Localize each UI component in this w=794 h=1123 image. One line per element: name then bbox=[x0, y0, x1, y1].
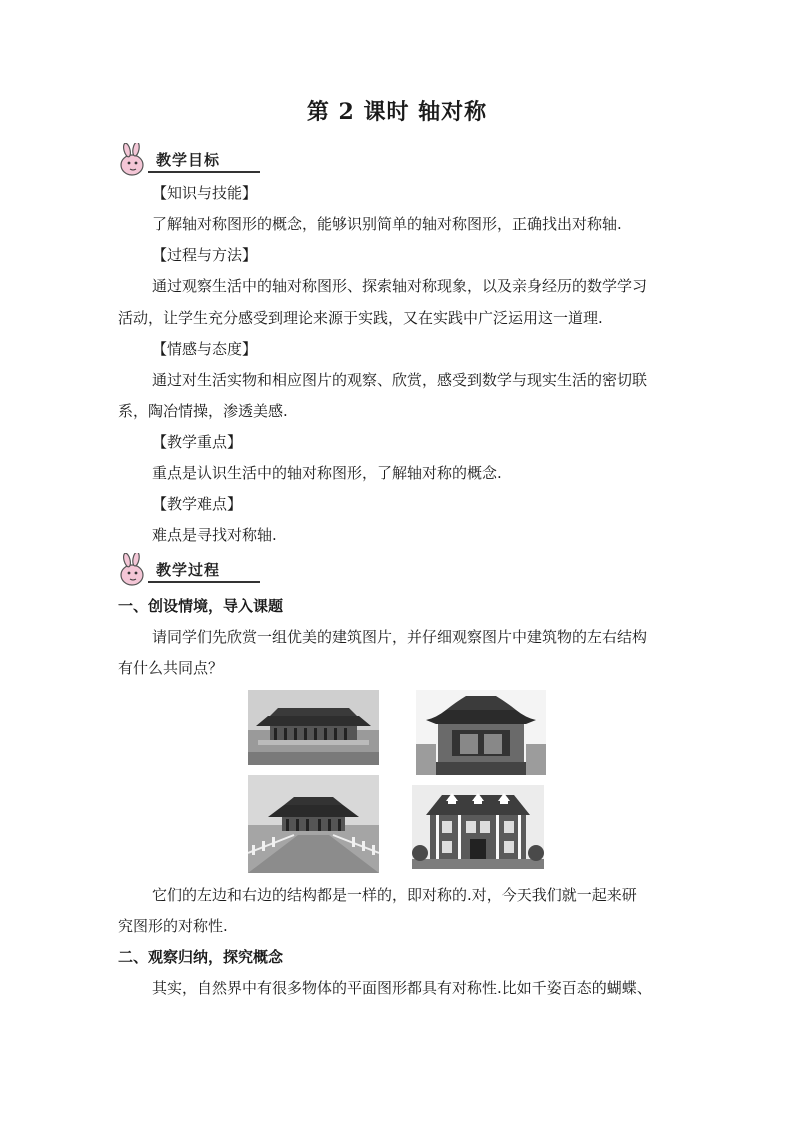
part1-after-2: 究图形的对称性. bbox=[118, 917, 228, 935]
house-photo bbox=[412, 785, 544, 869]
section-header-process bbox=[118, 553, 258, 589]
header-underline bbox=[148, 581, 260, 583]
part2-text-1: 其实，自然界中有很多物体的平面图形都具有对称性.比如千姿百态的蝴蝶、 bbox=[152, 979, 652, 997]
part1-text-2: 有什么共同点？ bbox=[118, 659, 224, 677]
knowledge-label: 【知识与技能】 bbox=[152, 184, 258, 202]
emotion-label: 【情感与态度】 bbox=[152, 340, 258, 358]
key-text: 重点是认识生活中的轴对称图形，了解轴对称的概念. bbox=[152, 464, 502, 482]
process-text-2: 活动，让学生充分感受到理论来源于实践，又在实践中广泛运用这一道理. bbox=[118, 309, 603, 327]
palace-photo-1 bbox=[248, 690, 379, 765]
rabbit-mascot-icon bbox=[118, 143, 158, 179]
pavilion-photo bbox=[416, 690, 546, 775]
process-label: 【过程与方法】 bbox=[152, 246, 258, 264]
part2-heading: 二、观察归纳，探究概念 bbox=[118, 948, 284, 966]
key-label: 【教学重点】 bbox=[152, 433, 243, 451]
part1-after-1: 它们的左边和右边的结构都是一样的，即对称的.对，今天我们就一起来研 bbox=[152, 886, 637, 904]
difficulty-text: 难点是寻找对称轴. bbox=[152, 526, 277, 544]
difficulty-label: 【教学难点】 bbox=[152, 495, 243, 513]
header-underline bbox=[148, 171, 260, 173]
section-header-objectives bbox=[118, 143, 258, 179]
emotion-text-1: 通过对生活实物和相应图片的观察、欣赏，感受到数学与现实生活的密切联 bbox=[152, 371, 648, 389]
process-text-1: 通过观察生活中的轴对称图形、探索轴对称现象，以及亲身经历的数学学习 bbox=[152, 277, 648, 295]
palace-photo-2 bbox=[248, 775, 379, 873]
part1-text-1: 请同学们先欣赏一组优美的建筑图片，并仔细观察图片中建筑物的左右结构 bbox=[152, 628, 648, 646]
rabbit-mascot-icon bbox=[118, 553, 158, 589]
process-header: 教学过程 bbox=[156, 561, 221, 579]
page-title: 第 2 课时 轴对称 bbox=[306, 99, 488, 125]
objectives-header: 教学目标 bbox=[156, 151, 221, 169]
emotion-text-2: 系，陶冶情操，渗透美感. bbox=[118, 402, 288, 420]
knowledge-text: 了解轴对称图形的概念，能够识别简单的轴对称图形，正确找出对称轴. bbox=[152, 215, 622, 233]
part1-heading: 一、创设情境，导入课题 bbox=[118, 597, 284, 615]
